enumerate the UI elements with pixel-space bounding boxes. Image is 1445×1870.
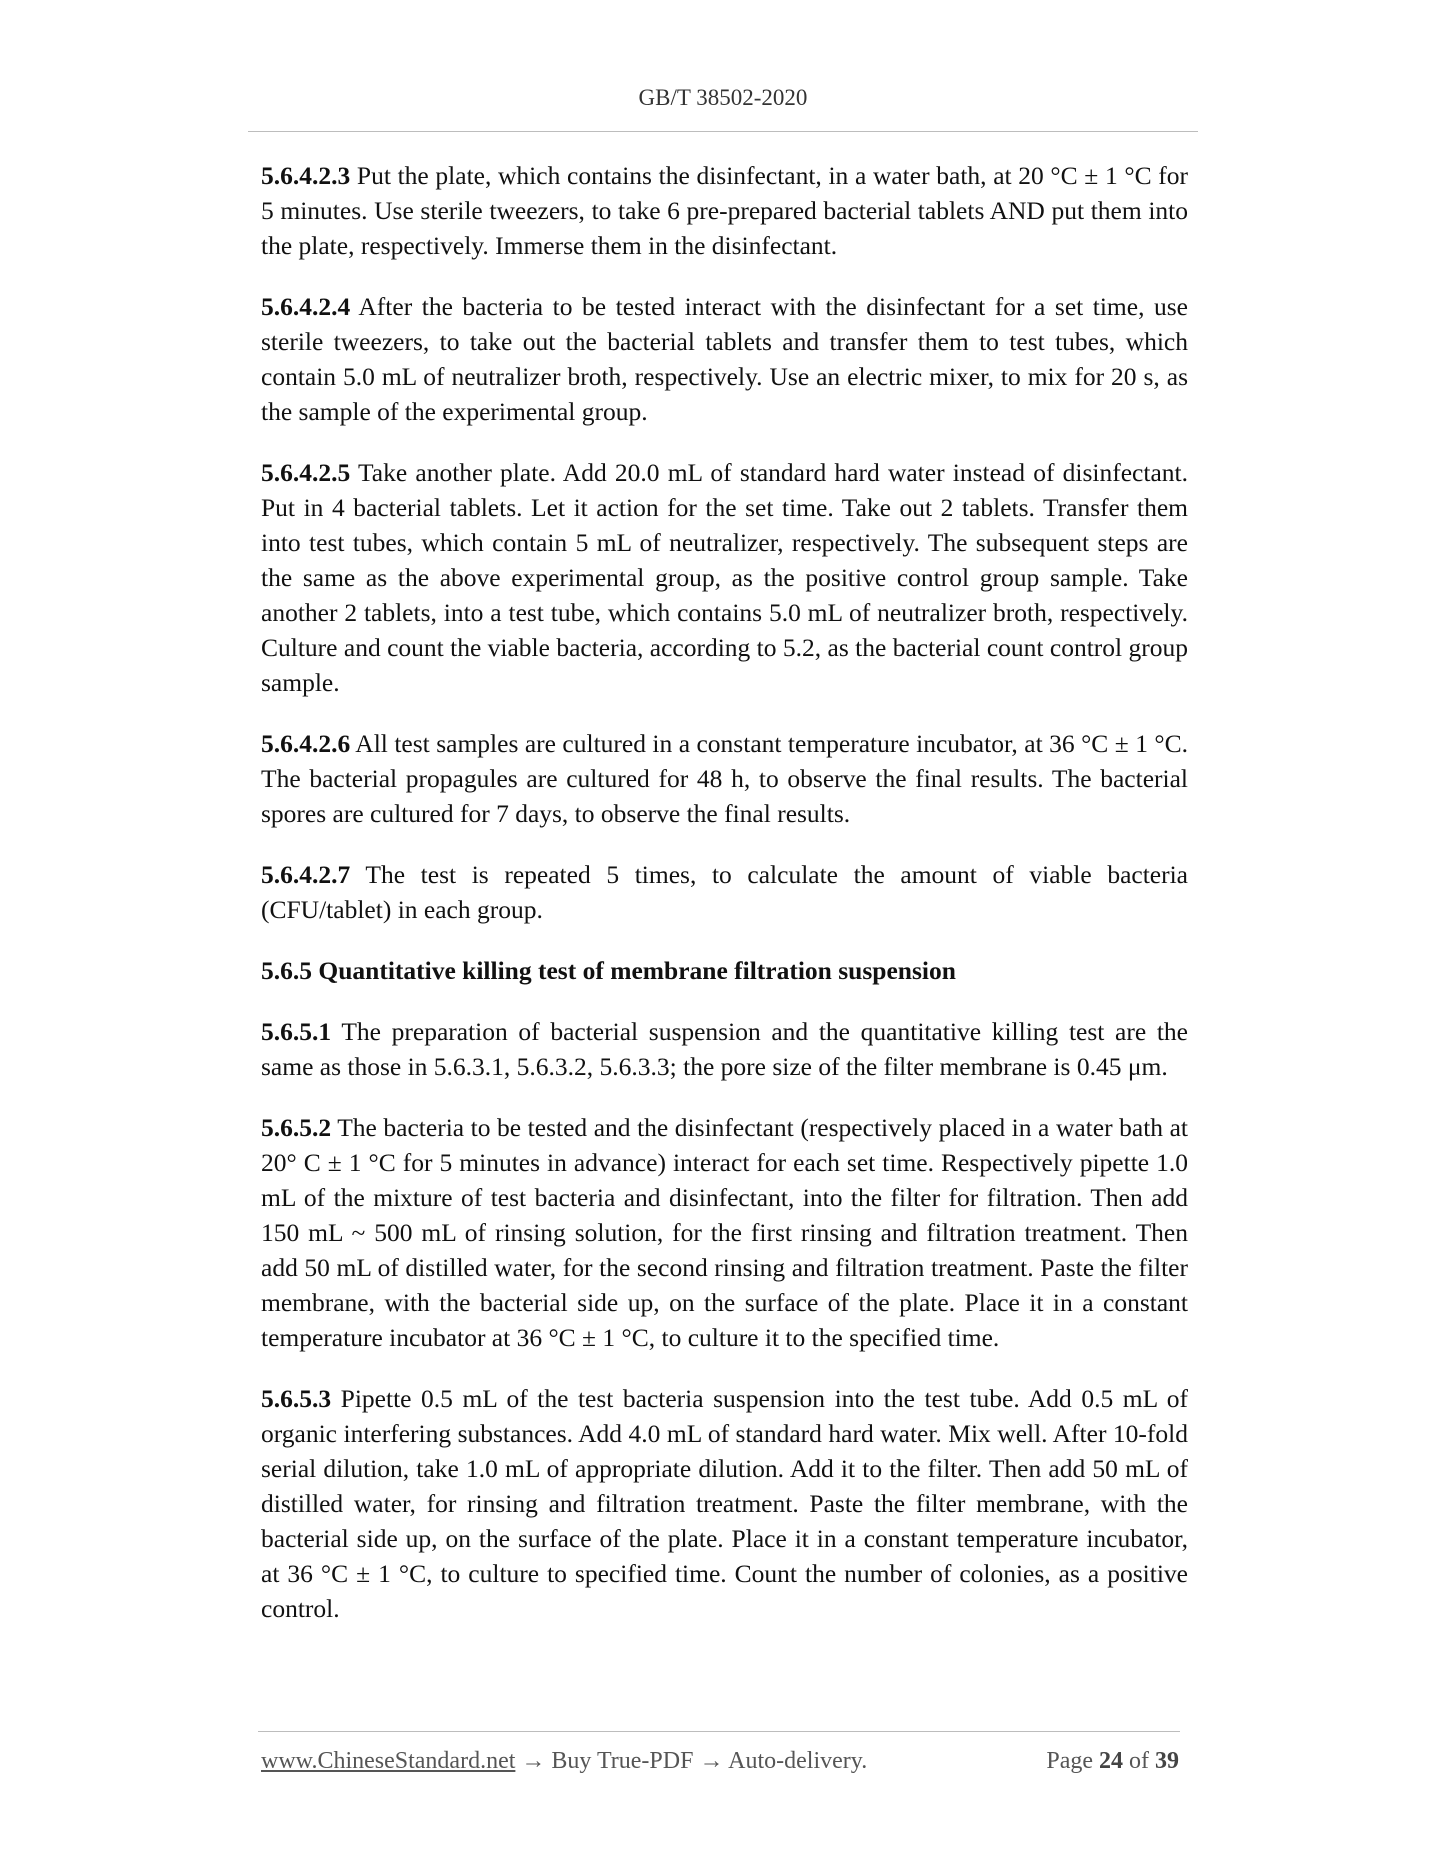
clause-text: All test samples are cultured in a constant temperature incubator, at 36 °C ± 1 °C. The bacterial propagules are cultured for 48 h, to observe the final results. The bacterial spores are cultured for 7 days, to observe the final results.: [261, 729, 1188, 828]
clause-5-6-4-2-3: [261, 158, 1188, 263]
clause-number: 5.6.5.2: [261, 1113, 332, 1142]
clause-5-6-4-2-5: [261, 455, 1188, 700]
header-divider: [248, 131, 1198, 132]
clause-text: The test is repeated 5 times, to calculate the amount of viable bacteria (CFU/tablet) in each group.: [261, 860, 1188, 924]
page-label: Page: [1046, 1748, 1093, 1774]
document-body: [261, 158, 1188, 1652]
clause-text: After the bacteria to be tested interact with the disinfectant for a set time, use sterile tweezers, to take out the bacterial tablets and transfer them to test tubes, which contain 5.0 mL of neutralizer broth, respectively. Use an electric mixer, to mix for 20 s, as the sample of the experimental group.: [261, 292, 1188, 426]
section-heading-5-6-5: 5.6.5 Quantitative killing test of membrane filtration suspension: [261, 956, 956, 985]
footer-promo: [261, 1748, 867, 1775]
clause-number: 5.6.5.1: [261, 1017, 332, 1046]
clause-5-6-4-2-7: [261, 857, 1188, 927]
clause-text: The preparation of bacterial suspension and the quantitative killing test are the same as those in 5.6.3.1, 5.6.3.2, 5.6.3.3; the pore size of the filter membrane is 0.45 μm.: [261, 1017, 1188, 1081]
of-label: of: [1129, 1748, 1149, 1774]
footer-divider: [258, 1731, 1180, 1732]
page-header: GB/T 38502-2020: [638, 85, 808, 110]
clause-text: Put the plate, which contains the disinfectant, in a water bath, at 20 °C ± 1 °C for 5 minutes. Use sterile tweezers, to take 6 pre-prepared bacterial tablets AND put them into the plate, respectively. Immerse them in the disinfectant.: [261, 161, 1188, 260]
clause-number: 5.6.4.2.4: [261, 292, 351, 321]
clause-5-6-4-2-6: [261, 726, 1188, 831]
clause-text: Take another plate. Add 20.0 mL of standard hard water instead of disinfectant. Put in 4 bacterial tablets. Let it action for the set time. Take out 2 tablets. Transfer them into test tubes, which contain 5 mL of neutralizer, respectively. The subsequent steps are the same as the above experimental group, as the positive control group sample. Take another 2 tablets, into a test tube, which contains 5.0 mL of neutralizer broth, respectively. Culture and count the viable bacteria, according to 5.2, as the bacterial count control group sample.: [261, 458, 1188, 697]
clause-text: Pipette 0.5 mL of the test bacteria suspension into the test tube. Add 0.5 mL of organic interfering substances. Add 4.0 mL of standard hard water. Mix well. After 10-fold serial dilution, take 1.0 mL of appropriate dilution. Add it to the filter. Then add 50 mL of distilled water, for rinsing and filtration treatment. Paste the filter membrane, with the bacterial side up, on the surface of the plate. Place it in a constant temperature incubator, at 36 °C ± 1 °C, to culture to specified time. Count the number of colonies, as a positive control.: [261, 1384, 1188, 1623]
clause-text: The bacteria to be tested and the disinfectant (respectively placed in a water bath at 20° C ± 1 °C for 5 minutes in advance) interact for each set time. Respectively pipette 1.0 mL of the mixture of test bacteria and disinfectant, into the filter for filtration. Then add 150 mL ~ 500 mL of rinsing solution, for the first rinsing and filtration treatment. Then add 50 mL of distilled water, for the second rinsing and filtration treatment. Paste the filter membrane, with the bacterial side up, on the surface of the plate. Place it in a constant temperature incubator at 36 °C ± 1 °C, to culture it to the specified time.: [261, 1113, 1188, 1352]
clause-number: 5.6.4.2.5: [261, 458, 351, 487]
website-link[interactable]: www.ChineseStandard.net: [261, 1748, 516, 1774]
buy-true-pdf-text: Buy True-PDF: [551, 1748, 694, 1774]
page-number: [1046, 1748, 1179, 1775]
clause-number: 5.6.4.2.6: [261, 729, 351, 758]
clause-5-6-4-2-4: [261, 289, 1188, 429]
arrow-right-icon: →: [521, 1748, 546, 1774]
clause-5-6-5-3: [261, 1381, 1188, 1626]
clause-5-6-5-2: [261, 1110, 1188, 1355]
page-current: 24: [1099, 1748, 1123, 1774]
page-total: 39: [1155, 1748, 1179, 1774]
clause-number: 5.6.4.2.3: [261, 161, 351, 190]
arrow-right-icon: →: [699, 1748, 724, 1774]
auto-delivery-text: Auto-delivery.: [728, 1748, 868, 1774]
clause-number: 5.6.4.2.7: [261, 860, 351, 889]
clause-5-6-5-1: [261, 1014, 1188, 1084]
clause-number: 5.6.5.3: [261, 1384, 332, 1413]
